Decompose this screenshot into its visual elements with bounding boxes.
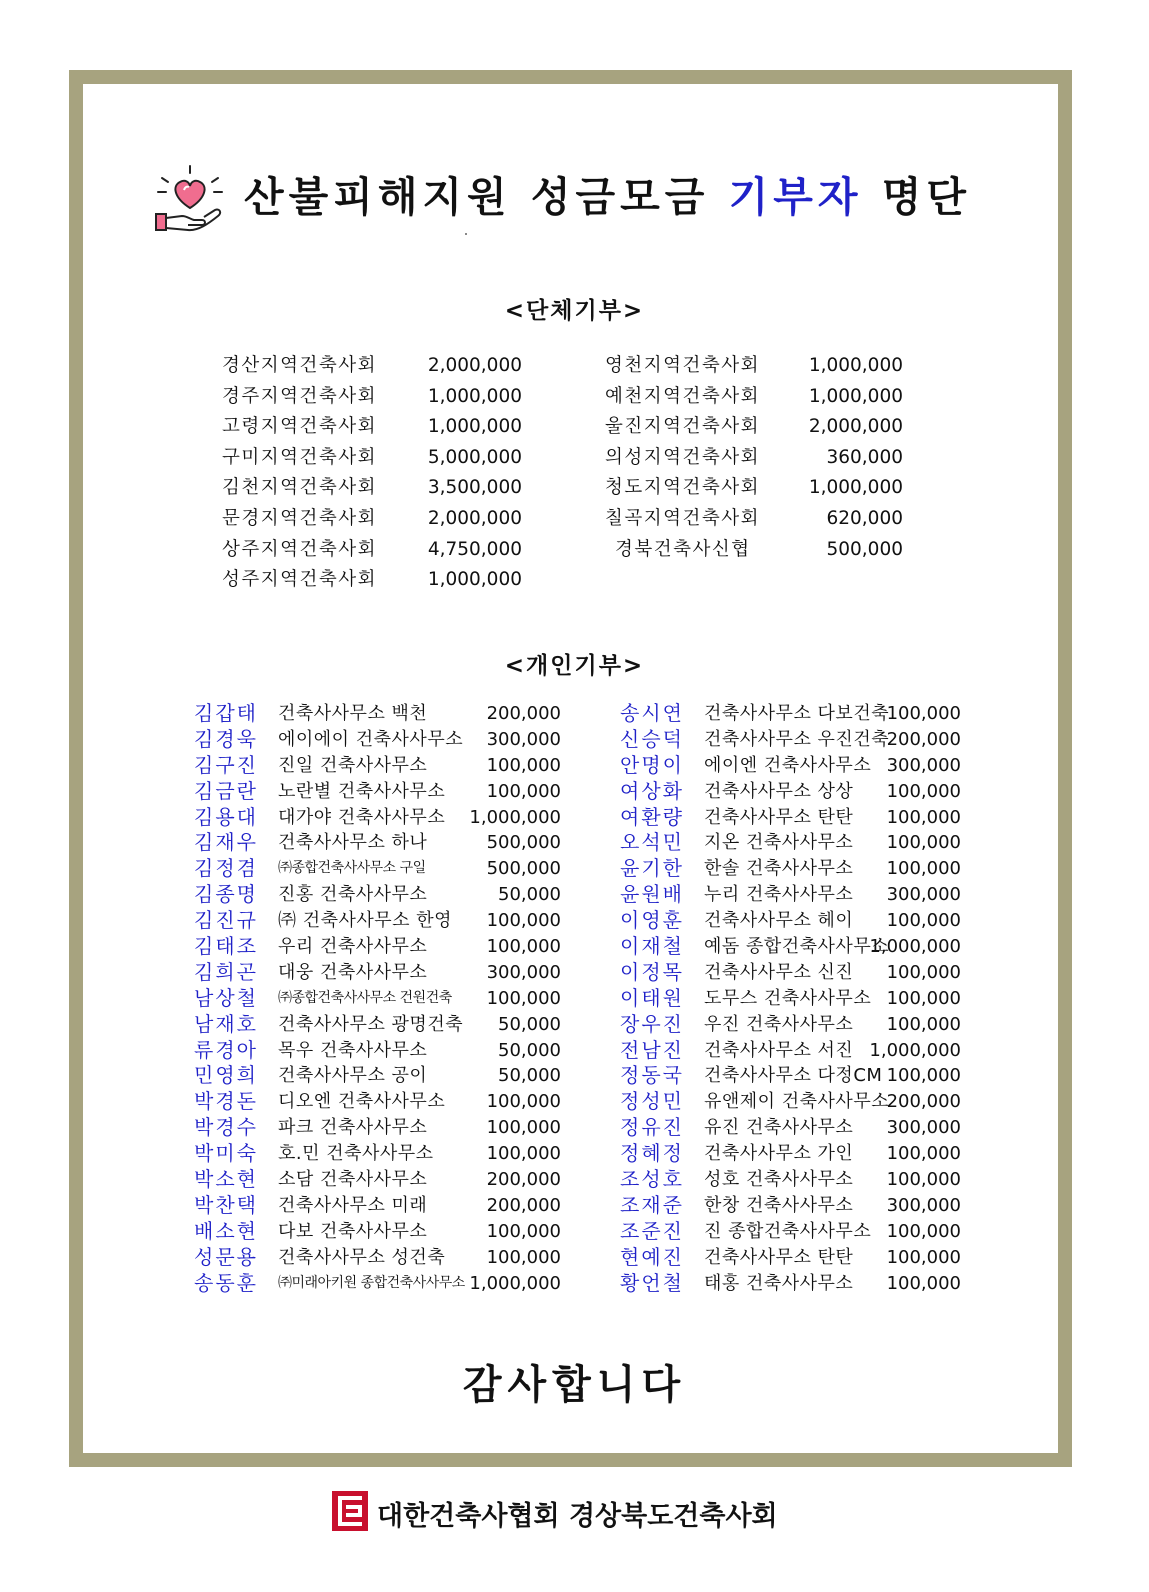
title-row — [154, 160, 1014, 234]
individual-donor-row — [620, 830, 961, 856]
individual-donor-row — [620, 1012, 961, 1038]
donor-office: 건축사사무소 서진 — [704, 1039, 854, 1061]
individual-donor-row — [194, 727, 561, 753]
donor-amount: 1,000,000 — [869, 1039, 961, 1061]
donor-name: 박경돈 — [194, 1089, 258, 1114]
group-donor-row — [605, 351, 903, 382]
group-donor-amount: 1,000,000 — [427, 385, 522, 407]
individual-donor-row — [620, 1245, 961, 1271]
donor-name: 박찬택 — [194, 1192, 258, 1217]
individual-donor-row — [194, 1219, 561, 1245]
individual-donor-row — [194, 1271, 561, 1297]
group-donor-org: 청도지역건축사회 — [605, 477, 760, 499]
footer-org-name: 대한건축사협회 경상북도건축사회 — [377, 1501, 778, 1532]
donor-office: 파크 건축사사무소 — [278, 1117, 428, 1139]
donor-amount: 100,000 — [886, 1246, 961, 1268]
individual-donor-row — [194, 1063, 561, 1089]
individual-donor-row — [620, 1271, 961, 1297]
donor-office: 건축사사무소 우진건축 — [704, 728, 890, 750]
individual-donor-row — [620, 986, 961, 1012]
donor-amount: 500,000 — [486, 858, 561, 880]
individual-section-heading: <개인기부> — [504, 653, 645, 679]
donor-name: 이재철 — [620, 934, 684, 959]
group-donor-org: 의성지역건축사회 — [605, 446, 760, 468]
group-donor-amount: 1,000,000 — [427, 416, 522, 438]
donor-office: 진일 건축사사무소 — [278, 754, 428, 776]
donor-amount: 50,000 — [498, 1013, 561, 1035]
donor-office: 태홍 건축사사무소 — [704, 1272, 854, 1294]
donor-office: 진 종합건축사사무소 — [704, 1220, 872, 1242]
group-donor-row — [605, 504, 903, 535]
donor-name: 김경욱 — [194, 726, 258, 751]
donor-amount: 50,000 — [498, 884, 561, 906]
donor-amount: 50,000 — [498, 1039, 561, 1061]
donor-name: 윤기한 — [620, 856, 684, 881]
donor-name: 조준진 — [620, 1218, 684, 1243]
donor-name: 장우진 — [620, 1011, 684, 1036]
donor-amount: 100,000 — [886, 1272, 961, 1294]
donor-office: 우리 건축사사무소 — [278, 936, 428, 958]
individual-donor-row — [194, 779, 561, 805]
donor-name: 김구진 — [194, 752, 258, 777]
donor-name: 송시연 — [620, 701, 684, 725]
donor-office: 에이엔 건축사사무소 — [704, 754, 872, 776]
group-donor-amount: 4,750,000 — [427, 538, 522, 560]
donor-name: 여상화 — [620, 778, 684, 803]
donor-name: 이정목 — [620, 959, 684, 984]
group-donor-list-left — [222, 351, 522, 596]
group-donor-amount: 1,000,000 — [808, 385, 903, 407]
donor-name: 김진규 — [194, 908, 258, 933]
donor-name: 이영훈 — [620, 908, 684, 933]
donor-office: 지온 건축사사무소 — [704, 832, 854, 854]
donor-amount: 300,000 — [486, 961, 561, 983]
donor-amount: 100,000 — [486, 1091, 561, 1113]
donor-name: 오석민 — [620, 830, 684, 855]
individual-donor-row — [620, 1167, 961, 1193]
individual-donor-row — [620, 779, 961, 805]
donor-name: 현예진 — [620, 1244, 684, 1269]
donor-name: 김정겸 — [194, 856, 258, 881]
group-donor-row — [605, 443, 903, 474]
group-donor-org: 경산지역건축사회 — [222, 355, 377, 376]
group-donor-row — [222, 565, 522, 596]
donor-name: 김희곤 — [194, 959, 258, 984]
donor-office: 한솔 건축사사무소 — [704, 858, 854, 880]
group-donor-org: 영천지역건축사회 — [605, 355, 760, 376]
individual-donor-row — [194, 830, 561, 856]
donor-office: ㈜종합건축사사무소 건원건축 — [278, 989, 452, 1006]
donor-amount: 100,000 — [886, 832, 961, 854]
group-donor-amount: 1,000,000 — [427, 569, 522, 591]
donor-amount: 200,000 — [886, 1091, 961, 1113]
donor-office: 대웅 건축사사무소 — [278, 961, 428, 983]
donor-name: 김용대 — [194, 804, 258, 829]
donor-office: 건축사사무소 다보건축 — [704, 703, 890, 724]
donor-name: 이태원 — [620, 985, 684, 1010]
donor-amount: 1,000,000 — [869, 936, 961, 958]
group-donor-row — [222, 412, 522, 443]
group-donor-org: 울진지역건축사회 — [605, 416, 760, 438]
donor-name: 전남진 — [620, 1037, 684, 1062]
donor-name: 박미숙 — [194, 1141, 258, 1166]
donor-name: 황언철 — [620, 1270, 684, 1295]
individual-donor-row — [620, 753, 961, 779]
donor-name: 김종명 — [194, 882, 258, 907]
footer — [331, 1490, 831, 1536]
individual-donor-row — [194, 882, 561, 908]
individual-donor-row — [620, 908, 961, 934]
group-donor-row — [605, 412, 903, 443]
donor-amount: 100,000 — [886, 806, 961, 828]
group-donor-org: 상주지역건축사회 — [222, 538, 377, 560]
donor-name: 남재호 — [194, 1011, 258, 1036]
group-section-heading: <단체기부> — [504, 298, 645, 324]
group-donor-row — [222, 535, 522, 566]
donor-amount: 200,000 — [486, 703, 561, 724]
donor-amount: 200,000 — [886, 728, 961, 750]
donor-amount: 100,000 — [486, 987, 561, 1009]
group-donor-row — [605, 473, 903, 504]
donor-office: 유진 건축사사무소 — [704, 1117, 854, 1139]
donor-amount: 1,000,000 — [469, 1272, 561, 1294]
donor-amount: 300,000 — [886, 754, 961, 776]
group-donor-amount: 5,000,000 — [427, 446, 522, 468]
donor-name: 신승덕 — [620, 726, 684, 751]
donor-office: 건축사사무소 탄탄 — [704, 1246, 854, 1268]
individual-donor-row — [620, 1193, 961, 1219]
donor-office: 건축사사무소 가인 — [704, 1143, 854, 1165]
donor-amount: 100,000 — [486, 1220, 561, 1242]
donor-amount: 300,000 — [886, 884, 961, 906]
donor-amount: 100,000 — [486, 754, 561, 776]
individual-donor-row — [620, 1063, 961, 1089]
donor-name: 남상철 — [194, 985, 258, 1010]
donor-name: 송동훈 — [194, 1270, 258, 1295]
individual-donor-row — [620, 1219, 961, 1245]
donor-office: 진홍 건축사사무소 — [278, 884, 428, 906]
group-donor-org: 김천지역건축사회 — [222, 477, 377, 499]
group-donor-org: 예천지역건축사회 — [605, 385, 760, 407]
individual-donor-row — [194, 908, 561, 934]
individual-donor-row — [620, 1089, 961, 1115]
donor-office: 건축사사무소 상상 — [704, 780, 854, 802]
donor-amount: 100,000 — [486, 780, 561, 802]
donor-amount: 100,000 — [886, 1013, 961, 1035]
individual-donor-row — [620, 805, 961, 831]
group-donor-row — [222, 504, 522, 535]
individual-donor-row — [620, 960, 961, 986]
donor-amount: 500,000 — [486, 832, 561, 854]
donor-name: 성문용 — [194, 1244, 258, 1269]
donor-amount: 100,000 — [886, 780, 961, 802]
individual-donor-row — [620, 882, 961, 908]
donor-name: 조재준 — [620, 1192, 684, 1217]
donor-name: 정동국 — [620, 1063, 684, 1088]
donor-name: 김갑태 — [194, 701, 258, 725]
donor-amount: 100,000 — [486, 1246, 561, 1268]
page-title: 산불피해지원 성금모금 기부자 명단 — [244, 173, 971, 221]
individual-donor-row — [194, 1167, 561, 1193]
group-donor-list-right — [605, 351, 903, 565]
donor-office: 에이에이 건축사사무소 — [278, 728, 464, 750]
donor-office: ㈜미래아키원 종합건축사사무소 — [278, 1274, 465, 1291]
individual-donor-row — [194, 805, 561, 831]
group-donor-amount: 1,000,000 — [808, 477, 903, 499]
group-donor-amount: 2,000,000 — [427, 355, 522, 376]
donor-amount: 100,000 — [886, 858, 961, 880]
donor-office: 호.민 건축사사무소 — [278, 1143, 434, 1165]
individual-donor-row — [194, 986, 561, 1012]
group-donor-amount: 360,000 — [826, 446, 903, 468]
donor-name: 민영희 — [194, 1063, 258, 1088]
donor-office: 건축사사무소 광명건축 — [278, 1013, 464, 1035]
donor-name: 김재우 — [194, 830, 258, 855]
donor-name: 정유진 — [620, 1115, 684, 1140]
donor-office: 도무스 건축사사무소 — [704, 987, 872, 1009]
group-donor-amount: 2,000,000 — [808, 416, 903, 438]
group-donor-row — [605, 382, 903, 413]
donor-office: 유앤제이 건축사사무소 — [704, 1091, 890, 1113]
donor-office: 건축사사무소 다정CM — [704, 1065, 883, 1087]
individual-donor-row — [620, 1115, 961, 1141]
donor-office: 건축사사무소 신진 — [704, 961, 854, 983]
stray-dot — [465, 233, 467, 235]
group-donor-org: 성주지역건축사회 — [222, 569, 377, 591]
heart-hand-icon — [154, 164, 228, 234]
group-donor-org: 문경지역건축사회 — [222, 507, 377, 529]
donor-office: ㈜ 건축사사무소 한영 — [278, 910, 453, 932]
individual-donor-row — [194, 1038, 561, 1064]
donor-name: 류경아 — [194, 1037, 258, 1062]
thanks-message: 감사합니다 — [462, 1362, 687, 1408]
donor-amount: 100,000 — [486, 1117, 561, 1139]
group-donor-row — [222, 443, 522, 474]
donor-office: 성호 건축사사무소 — [704, 1169, 854, 1191]
donor-amount: 50,000 — [498, 1065, 561, 1087]
donor-name: 정혜정 — [620, 1141, 684, 1166]
individual-donor-row — [194, 1012, 561, 1038]
group-donor-org: 고령지역건축사회 — [222, 416, 377, 438]
group-donor-amount: 2,000,000 — [427, 507, 522, 529]
donor-office: 한창 건축사사무소 — [704, 1194, 854, 1216]
individual-donor-row — [620, 1141, 961, 1167]
donor-office: 우진 건축사사무소 — [704, 1013, 854, 1035]
donor-amount: 200,000 — [486, 1194, 561, 1216]
donor-office: 예돔 종합건축사사무소 — [704, 936, 890, 958]
donor-amount: 300,000 — [486, 728, 561, 750]
group-donor-amount: 1,000,000 — [808, 355, 903, 376]
donor-name: 윤원배 — [620, 882, 684, 907]
group-donor-row — [222, 473, 522, 504]
donor-amount: 100,000 — [886, 961, 961, 983]
donor-name: 박소현 — [194, 1167, 258, 1192]
group-donor-org: 구미지역건축사회 — [222, 446, 377, 468]
kira-logo-icon — [331, 1490, 369, 1532]
donor-amount: 100,000 — [886, 1143, 961, 1165]
donor-amount: 100,000 — [886, 987, 961, 1009]
donor-office: 디오엔 건축사사무소 — [278, 1091, 446, 1113]
donor-name: 김태조 — [194, 934, 258, 959]
individual-donor-row — [620, 701, 961, 727]
individual-donor-list-left — [194, 701, 561, 1296]
donor-office: 건축사사무소 백천 — [278, 703, 428, 724]
donor-name: 여환량 — [620, 804, 684, 829]
donor-office: 건축사사무소 헤이 — [704, 910, 854, 932]
individual-donor-row — [620, 727, 961, 753]
donor-office: 대가야 건축사사무소 — [278, 806, 446, 828]
individual-donor-row — [194, 934, 561, 960]
donor-amount: 100,000 — [886, 910, 961, 932]
group-donor-amount: 500,000 — [826, 538, 903, 560]
individual-donor-list-right — [620, 701, 961, 1296]
individual-donor-row — [620, 1038, 961, 1064]
donor-amount: 100,000 — [886, 1169, 961, 1191]
group-donor-org: 경주지역건축사회 — [222, 385, 377, 407]
donor-amount: 300,000 — [886, 1117, 961, 1139]
individual-donor-row — [194, 960, 561, 986]
individual-donor-row — [194, 856, 561, 882]
individual-donor-row — [620, 934, 961, 960]
donor-name: 박경수 — [194, 1115, 258, 1140]
donor-name: 조성호 — [620, 1167, 684, 1192]
donor-amount: 100,000 — [886, 703, 961, 724]
donor-amount: 100,000 — [486, 910, 561, 932]
donor-office: 건축사사무소 공이 — [278, 1065, 428, 1087]
group-donor-row — [222, 382, 522, 413]
individual-donor-row — [194, 1115, 561, 1141]
individual-donor-row — [194, 1193, 561, 1219]
donor-office: 소담 건축사사무소 — [278, 1169, 428, 1191]
donor-amount: 1,000,000 — [469, 806, 561, 828]
donor-name: 김금란 — [194, 778, 258, 803]
donor-office: 건축사사무소 성건축 — [278, 1246, 446, 1268]
individual-donor-row — [194, 1245, 561, 1271]
donor-amount: 100,000 — [886, 1220, 961, 1242]
donor-name: 안명이 — [620, 752, 684, 777]
donor-office: 노란별 건축사사무소 — [278, 780, 446, 802]
donor-office: 건축사사무소 하나 — [278, 832, 428, 854]
individual-donor-row — [620, 856, 961, 882]
donor-office: ㈜종합건축사사무소 구일 — [278, 860, 426, 877]
donor-amount: 100,000 — [486, 936, 561, 958]
donor-office: 다보 건축사사무소 — [278, 1220, 428, 1242]
donor-amount: 300,000 — [886, 1194, 961, 1216]
donor-office: 건축사사무소 미래 — [278, 1194, 428, 1216]
donor-name: 정성민 — [620, 1089, 684, 1114]
individual-donor-row — [194, 701, 561, 727]
group-donor-row — [222, 351, 522, 382]
donor-amount: 200,000 — [486, 1169, 561, 1191]
donor-amount: 100,000 — [886, 1065, 961, 1087]
individual-donor-row — [194, 753, 561, 779]
group-donor-amount: 3,500,000 — [427, 477, 522, 499]
group-donor-org: 경북건축사신협 — [615, 538, 751, 560]
donor-office: 건축사사무소 탄탄 — [704, 806, 854, 828]
donor-name: 배소현 — [194, 1218, 258, 1243]
donor-office: 누리 건축사사무소 — [704, 884, 854, 906]
group-donor-org: 칠곡지역건축사회 — [605, 507, 760, 529]
group-donor-row — [605, 535, 903, 566]
donor-amount: 100,000 — [486, 1143, 561, 1165]
individual-donor-row — [194, 1089, 561, 1115]
donor-office: 목우 건축사사무소 — [278, 1039, 428, 1061]
individual-donor-row — [194, 1141, 561, 1167]
group-donor-amount: 620,000 — [826, 507, 903, 529]
